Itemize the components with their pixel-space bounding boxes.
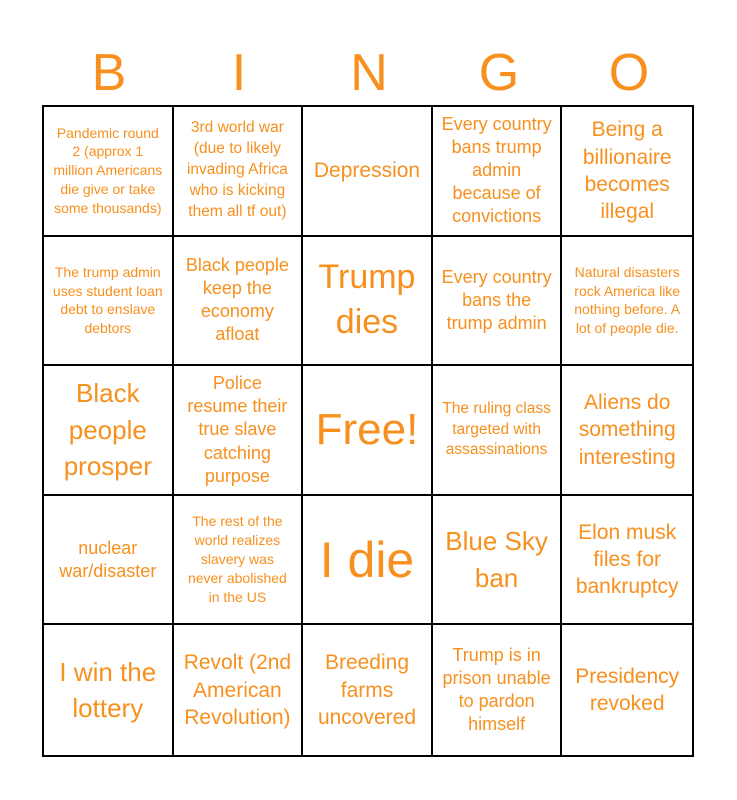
header-letter-g: G	[478, 44, 520, 102]
bingo-cell-r5c5[interactable]: Presidency revoked	[575, 664, 680, 716]
bingo-cell-r4c2[interactable]: The rest of the world realizes slavery was never abolished in the US	[174, 496, 304, 626]
bingo-cell-free[interactable]: Free!	[303, 366, 433, 496]
header-letter-o: O	[608, 44, 650, 102]
bingo-cell-r2c4[interactable]: Every country bans the trump admin	[433, 237, 563, 367]
bingo-header	[44, 40, 694, 106]
bingo-cell-r5c4[interactable]: Trump is in prison unable to pardon himself	[433, 625, 563, 755]
bingo-cell-r3c4[interactable]: The ruling class targeted with assassinations	[433, 366, 563, 496]
bingo-cell-r3c5[interactable]: Aliens do something interesting	[562, 366, 692, 496]
bingo-cell-r2c5[interactable]: Natural disasters rock America like nothing before. A lot of people die.	[562, 237, 692, 367]
header-letter-n: N	[350, 44, 388, 102]
bingo-cell-r4c5[interactable]: Elon musk files for bankruptcy	[562, 496, 692, 626]
header-letter-b: B	[91, 44, 127, 102]
bingo-cell-r3c1[interactable]: Black people prosper	[44, 366, 174, 496]
bingo-cell-r2c1[interactable]: The trump admin uses student loan debt to enslave debtors	[44, 237, 174, 367]
bingo-cell-r5c1[interactable]: I win the lottery	[44, 625, 174, 755]
header-letter-i: I	[231, 44, 247, 102]
bingo-cell-r1c3[interactable]: Depression	[303, 107, 433, 237]
bingo-cell-r4c4[interactable]: Blue Sky ban	[433, 496, 563, 626]
bingo-cell-r1c4[interactable]: Every country bans trump admin because of convictions	[433, 107, 563, 237]
bingo-cell-r4c1[interactable]: nuclear war/disaster	[44, 496, 174, 626]
bingo-cell-r3c2[interactable]: Police resume their true slave catching purpose	[174, 366, 304, 496]
bingo-cell-r5c3[interactable]: Breeding farms uncovered	[303, 625, 433, 755]
bingo-cell-r1c1[interactable]: Pandemic round 2 (approx 1 million Americans die give or take some thousands)	[44, 107, 174, 237]
bingo-cell-r5c2[interactable]: Revolt (2nd American Revolution)	[174, 625, 304, 755]
bingo-cell-r2c2[interactable]: Black people keep the economy afloat	[174, 237, 304, 367]
bingo-cell-r1c5[interactable]: Being a billionaire becomes illegal	[562, 107, 692, 237]
bingo-cell-r1c2[interactable]: 3rd world war (due to likely invading Africa who is kicking them all tf out)	[174, 107, 304, 237]
bingo-board	[42, 105, 694, 757]
bingo-cell-r4c3[interactable]: I die	[303, 496, 433, 626]
bingo-cell-r2c3[interactable]: Trump dies	[303, 237, 433, 367]
